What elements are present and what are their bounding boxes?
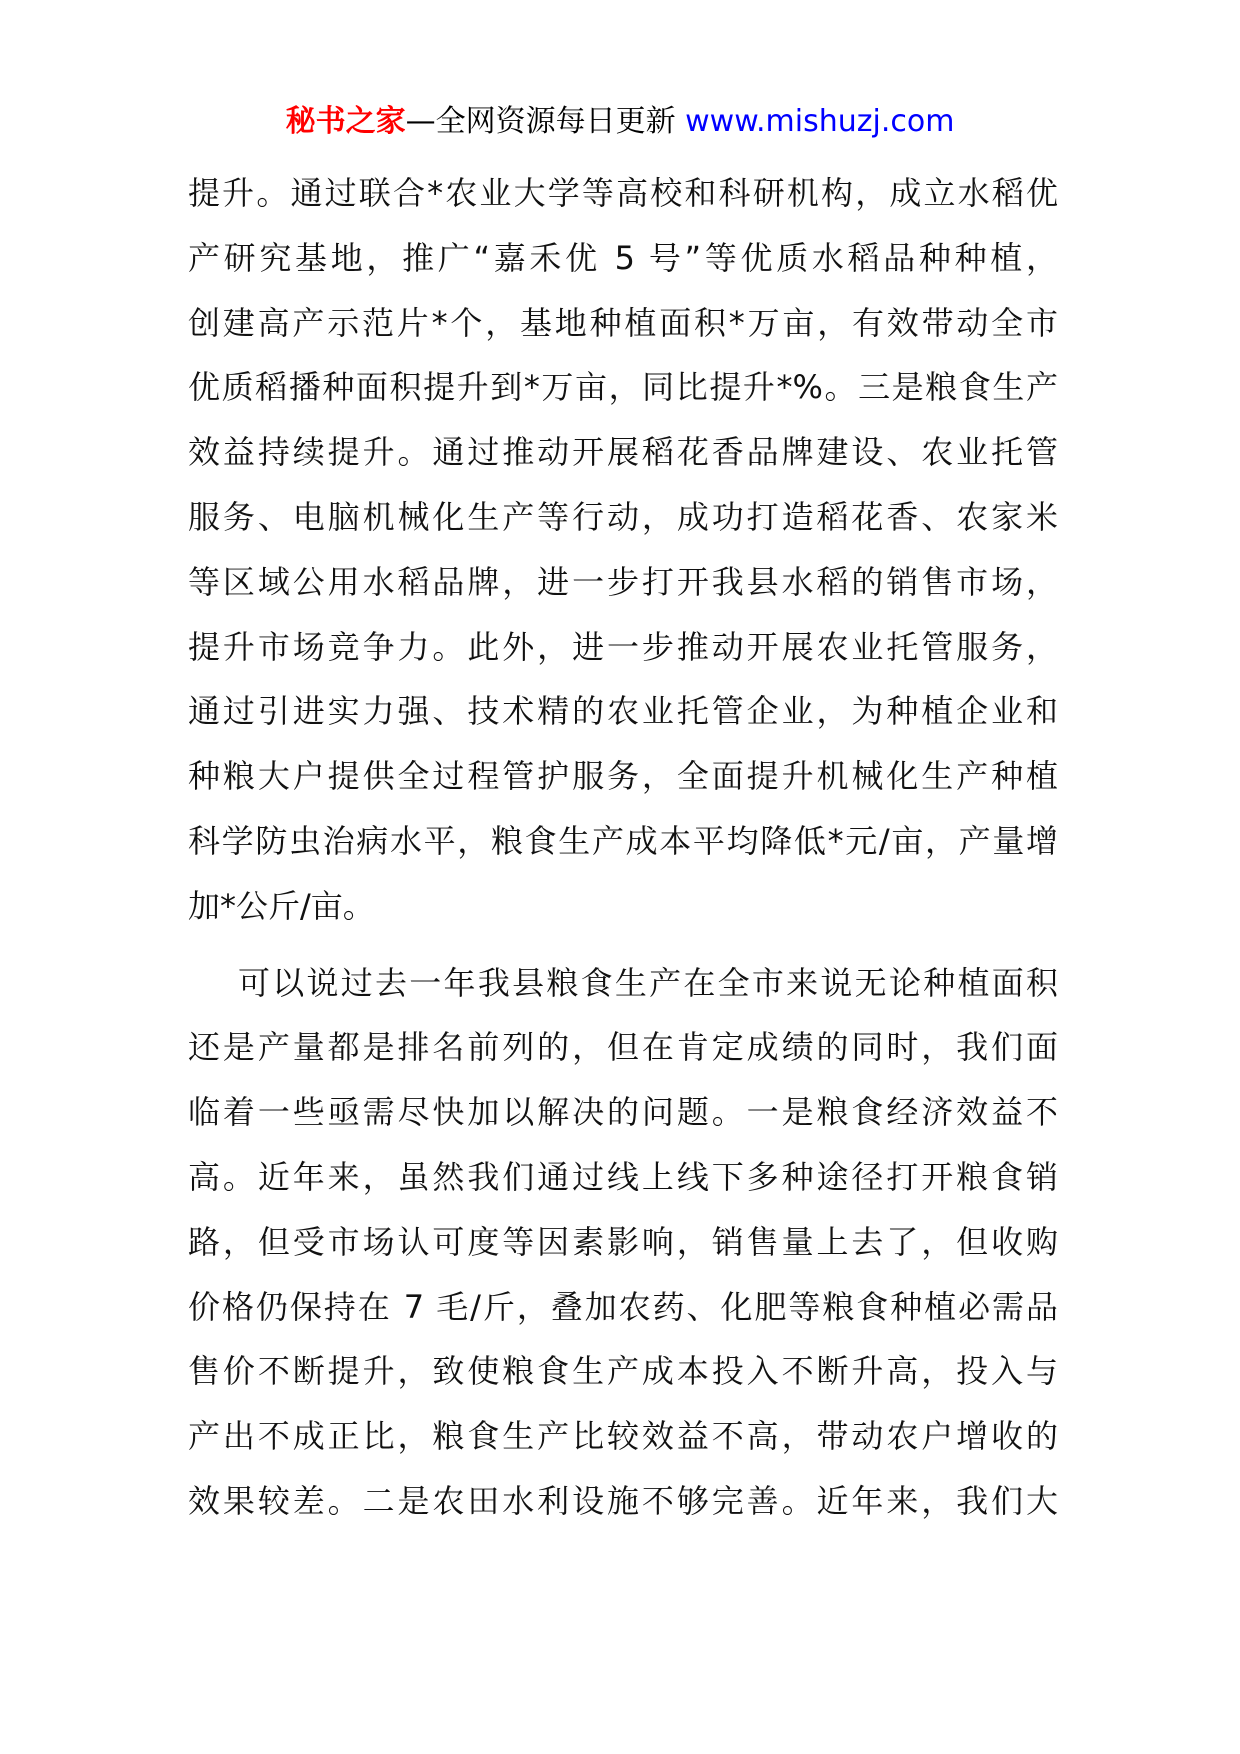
text-line: 效益持续提升。通过推动开展稻花香品牌建设、农业托管 <box>188 433 1058 472</box>
text-line: 产研究基地，推广“嘉禾优 5 号”等优质水稻品种种植， <box>188 238 1058 277</box>
text-line: 还是产量都是排名前列的，但在肯定成绩的同时，我们面 <box>188 1028 1058 1067</box>
text-line: 价格仍保持在 7 毛/斤，叠加农药、化肥等粮食种植必需品 <box>188 1287 1058 1326</box>
text-line: 可以说过去一年我县粮食生产在全市来说无论种植面积 <box>238 963 1058 1002</box>
text-line: 优质稻播种面积提升到*万亩，同比提升*%。三是粮食生产 <box>188 368 1058 407</box>
text-line: 效果较差。二是农田水利设施不够完善。近年来，我们大 <box>188 1481 1058 1520</box>
text-line: 路，但受市场认可度等因素影响，销售量上去了，但收购 <box>188 1222 1058 1261</box>
watermark-header <box>0 100 1240 144</box>
text-line: 产出不成正比，粮食生产比较效益不高，带动农户增收的 <box>188 1417 1058 1456</box>
text-line: 加*公斤/亩。 <box>188 886 375 925</box>
brand-name: 秘书之家 <box>285 104 406 139</box>
text-line: 服务、电脑机械化生产等行动，成功打造稻花香、农家米 <box>188 497 1058 536</box>
text-line: 等区域公用水稻品牌，进一步打开我县水稻的销售市场， <box>188 562 1058 601</box>
text-line: 临着一些亟需尽快加以解决的问题。一是粮食经济效益不 <box>188 1093 1058 1132</box>
text-line: 高。近年来，虽然我们通过线上线下多种途径打开粮食销 <box>188 1157 1058 1196</box>
text-line: 创建高产示范片*个，基地种植面积*万亩，有效带动全市 <box>188 303 1058 342</box>
text-line: 提升市场竞争力。此外，进一步推动开展农业托管服务， <box>188 627 1058 666</box>
text-line: 种粮大户提供全过程管护服务，全面提升机械化生产种植 <box>188 757 1058 796</box>
text-line: 通过引进实力强、技术精的农业托管企业，为种植企业和 <box>188 692 1058 731</box>
site-url: www.mishuzj.com <box>685 104 955 139</box>
paragraph-2 <box>188 951 1058 1534</box>
text-line: 科学防虫治病水平，粮食生产成本平均降低*元/亩，产量增 <box>188 821 1058 860</box>
header-tagline: —全网资源每日更新 <box>405 104 676 139</box>
text-line: 提升。通过联合*农业大学等高校和科研机构，成立水稻优 <box>188 174 1058 212</box>
paragraph-spacer <box>188 939 1058 951</box>
body-text <box>188 161 1058 1534</box>
paragraph-1 <box>188 161 1058 939</box>
text-line: 售价不断提升，致使粮食生产成本投入不断升高，投入与 <box>188 1352 1058 1391</box>
